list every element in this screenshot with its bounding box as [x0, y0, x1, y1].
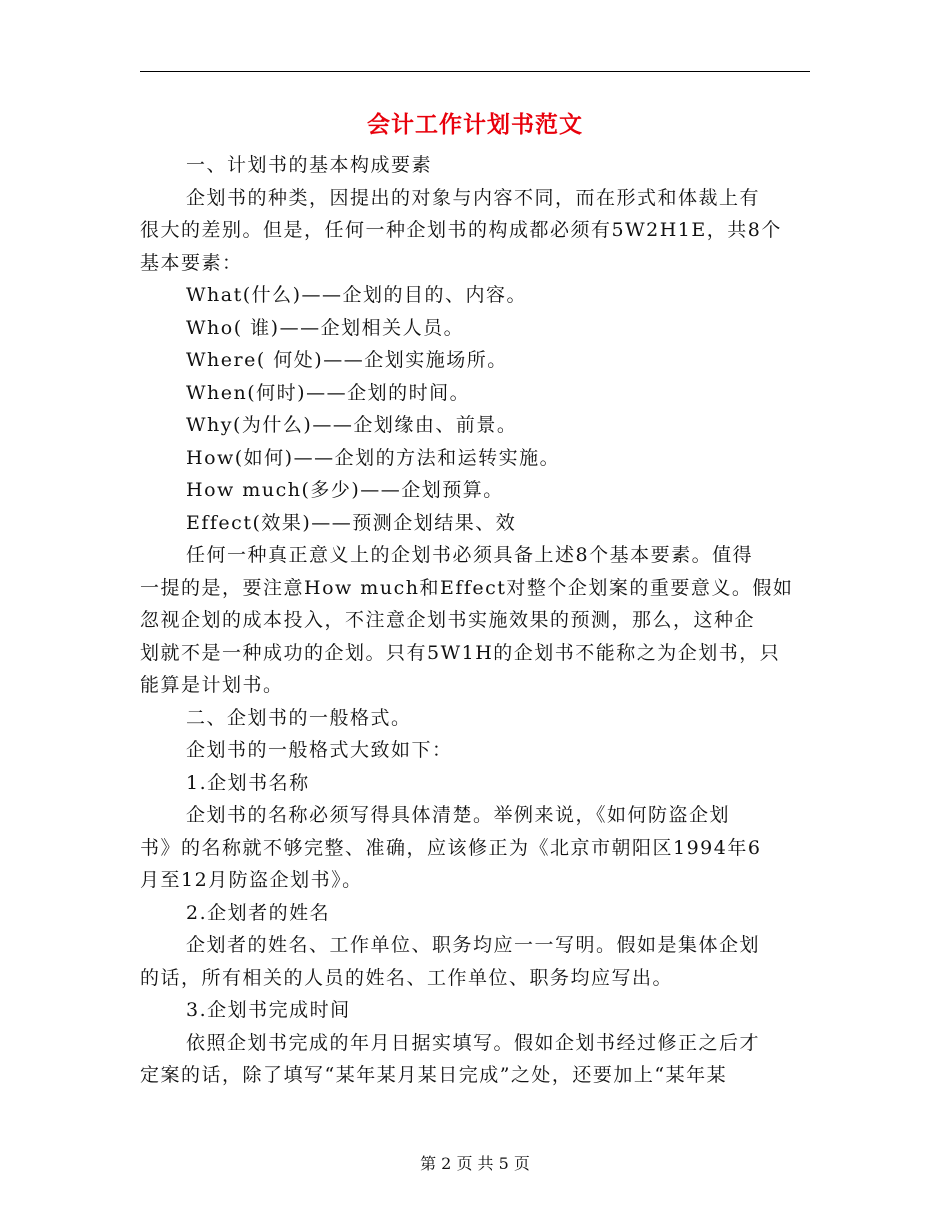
text-line: 很大的差别。但是，任何一种企划书的构成都必须有5W2H1E，共8个 [140, 219, 782, 241]
text-line: 1.企划书名称 [186, 771, 310, 794]
text-line: Who( 谁)——企划相关人员。 [186, 316, 465, 339]
text-line: How(如何)——企划的方法和运转实施。 [186, 446, 561, 469]
text-line: 二、企划书的一般格式。 [186, 706, 412, 729]
element-when [140, 377, 810, 410]
element-what [140, 279, 810, 312]
text-line: When(何时)——企划的时间。 [186, 381, 471, 404]
document-body [140, 149, 810, 1092]
text-line: 能算是计划书。 [140, 674, 284, 696]
subheading-author [140, 897, 810, 930]
text-line: 的话，所有相关的人员的姓名、工作单位、职务均应写出。 [140, 966, 674, 989]
text-line: 一、计划书的基本构成要素 [186, 154, 433, 176]
text-line: 企划书的种类，因提出的对象与内容不同，而在形式和体裁上有 [186, 186, 761, 209]
element-who [140, 312, 810, 345]
document-title: 会计工作计划书范文 [367, 111, 583, 138]
element-effect [140, 507, 810, 540]
text-line: 企划书的一般格式大致如下： [186, 739, 453, 761]
header-rule [140, 71, 810, 72]
element-how-much [140, 474, 810, 507]
paragraph-author [140, 929, 810, 994]
paragraph-format-intro [140, 734, 810, 767]
section-heading-2 [140, 702, 810, 735]
subheading-date [140, 994, 810, 1027]
page-number: 第 2 页 共 5 页 [420, 1154, 530, 1173]
text-line: 定案的话，除了填写“某年某月某日完成”之处，还要加上“某年某 [140, 1064, 728, 1086]
text-line: 企划者的姓名、工作单位、职务均应一一写明。假如是集体企划 [186, 934, 761, 956]
text-line: How much(多少)——企划预算。 [186, 479, 504, 501]
text-line: 月至12月防盗企划书》。 [140, 869, 363, 891]
text-line: 基本要素： [140, 251, 243, 274]
text-line: 任何一种真正意义上的企划书必须具备上述8个基本要素。值得 [186, 544, 754, 566]
text-line: 依照企划书完成的年月日据实填写。假如企划书经过修正之后才 [186, 1031, 761, 1054]
element-where [140, 344, 810, 377]
element-how [140, 442, 810, 475]
text-line: What(什么)——企划的目的、内容。 [186, 284, 528, 306]
subheading-name [140, 767, 810, 800]
paragraph-name [140, 799, 810, 897]
text-line: 忽视企划的成本投入，不注意企划书实施效果的预测，那么，这种企 [140, 609, 756, 631]
element-why [140, 409, 810, 442]
text-line: Effect(效果)——预测企划结果、效 [186, 511, 517, 534]
paragraph-intro [140, 182, 810, 280]
paragraph-importance [140, 539, 810, 702]
text-line: 3.企划书完成时间 [186, 999, 351, 1021]
text-line: 2.企划者的姓名 [186, 901, 331, 924]
text-line: Where( 何处)——企划实施场所。 [186, 349, 508, 371]
paragraph-date [140, 1027, 810, 1092]
text-line: Why(为什么)——企划缘由、前景。 [186, 414, 518, 436]
text-line: 企划书的名称必须写得具体清楚。举例来说，《如何防盗企划 [186, 804, 731, 826]
text-line: 书》的名称就不够完整、准确，应该修正为《北京市朝阳区1994年6 [140, 836, 762, 859]
text-line: 一提的是，要注意How much和Effect对整个企划案的重要意义。假如 [140, 576, 794, 599]
text-line: 划就不是一种成功的企划。只有5W1H的企划书不能称之为企划书，只 [140, 641, 781, 664]
section-heading-1 [140, 149, 810, 182]
